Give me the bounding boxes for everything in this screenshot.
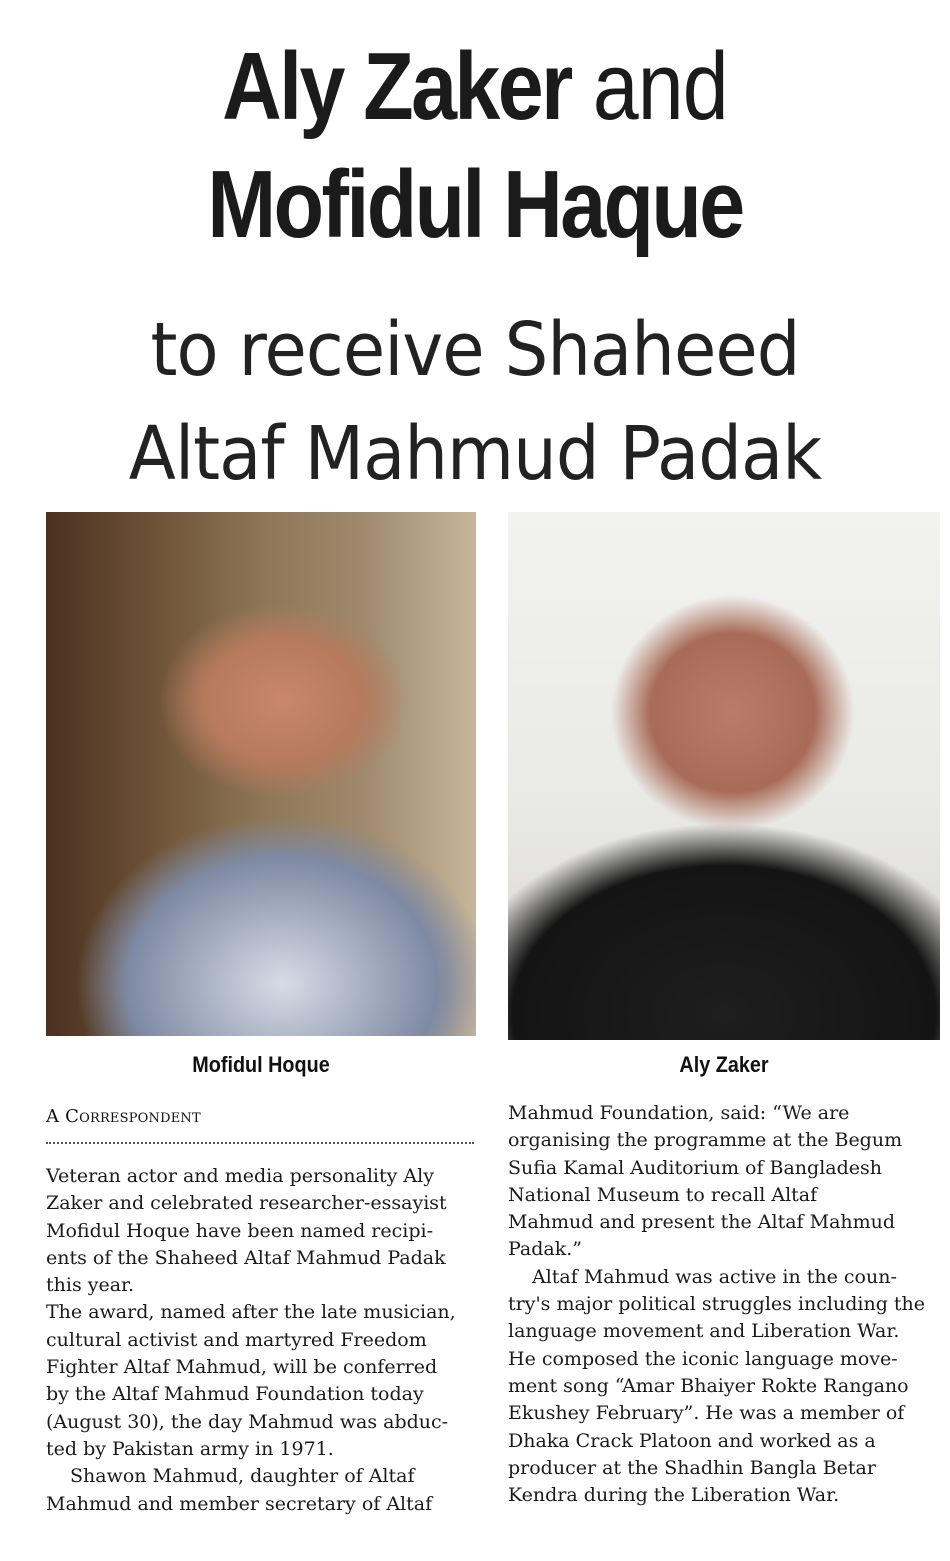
- article-line: Mahmud and member secretary of Altaf: [46, 1492, 433, 1515]
- article-line: Mahmud and present the Altaf Mahmud: [508, 1211, 896, 1234]
- article-column-right: [508, 1100, 940, 1509]
- article-line: He composed the iconic language move-: [508, 1347, 898, 1370]
- article-line: this year.: [46, 1274, 135, 1297]
- portrait-photo-right: [508, 512, 940, 1040]
- photo-caption-right: Aly Zaker: [679, 1052, 769, 1077]
- byline: A Correspondent: [46, 1106, 201, 1127]
- article-line: cultural activist and martyred Freedom: [46, 1328, 427, 1351]
- article-line: by the Altaf Mahmud Foundation today: [46, 1383, 424, 1406]
- headline-line-1: [67, 28, 884, 146]
- headline-names-bold: Aly Zaker: [222, 33, 571, 140]
- article-line: Sufia Kamal Auditorium of Bangladesh: [508, 1156, 882, 1179]
- article-line: Kendra during the Liberation War.: [508, 1484, 840, 1507]
- article-line: Dhaka Crack Platoon and worked as a: [508, 1429, 876, 1452]
- article-line: try's major political struggles including the: [508, 1293, 926, 1316]
- article-line: National Museum to recall Altaf: [508, 1183, 818, 1206]
- article-line: Shawon Mahmud, daughter of Altaf: [70, 1465, 415, 1488]
- article-column-left: [46, 1163, 476, 1518]
- article-line: Mahmud Foundation, said: “We are: [508, 1102, 850, 1124]
- article-line: Mofidul Hoque have been named recipi-: [46, 1219, 434, 1242]
- article-line: Zaker and celebrated researcher-essayist: [46, 1192, 447, 1215]
- article-line: Ekushey February”. He was a member of: [508, 1402, 905, 1425]
- article-line: ted by Pakistan army in 1971.: [46, 1437, 334, 1460]
- article-line: (August 30), the day Mahmud was abduc-: [46, 1410, 449, 1433]
- byline-divider: [46, 1142, 474, 1144]
- article-line: The award, named after the late musician,: [46, 1301, 456, 1324]
- headline-and: and: [570, 33, 728, 140]
- article-line: organising the programme at the Begum: [508, 1129, 903, 1152]
- photo-caption-left: Mofidul Hoque: [192, 1052, 330, 1077]
- article-line: Fighter Altaf Mahmud, will be conferred: [46, 1356, 438, 1379]
- article-line: Veteran actor and media personality Aly: [46, 1165, 434, 1187]
- article-line: producer at the Shadhin Bangla Betar: [508, 1456, 876, 1479]
- article-line: Padak.”: [508, 1238, 583, 1261]
- headline-line-4: Altaf Mahmud Padak: [128, 411, 822, 497]
- headline-line-3: to receive Shaheed: [150, 307, 800, 393]
- article-line: ment song “Amar Bhaiyer Rokte Rangano: [508, 1374, 909, 1397]
- article-line: Altaf Mahmud was active in the coun-: [532, 1265, 897, 1288]
- article-line: ents of the Shaheed Altaf Mahmud Padak: [46, 1246, 446, 1269]
- article-line: language movement and Liberation War.: [508, 1320, 900, 1343]
- portrait-photo-left: [46, 512, 476, 1036]
- headline-line-2: Mofidul Haque: [207, 151, 743, 258]
